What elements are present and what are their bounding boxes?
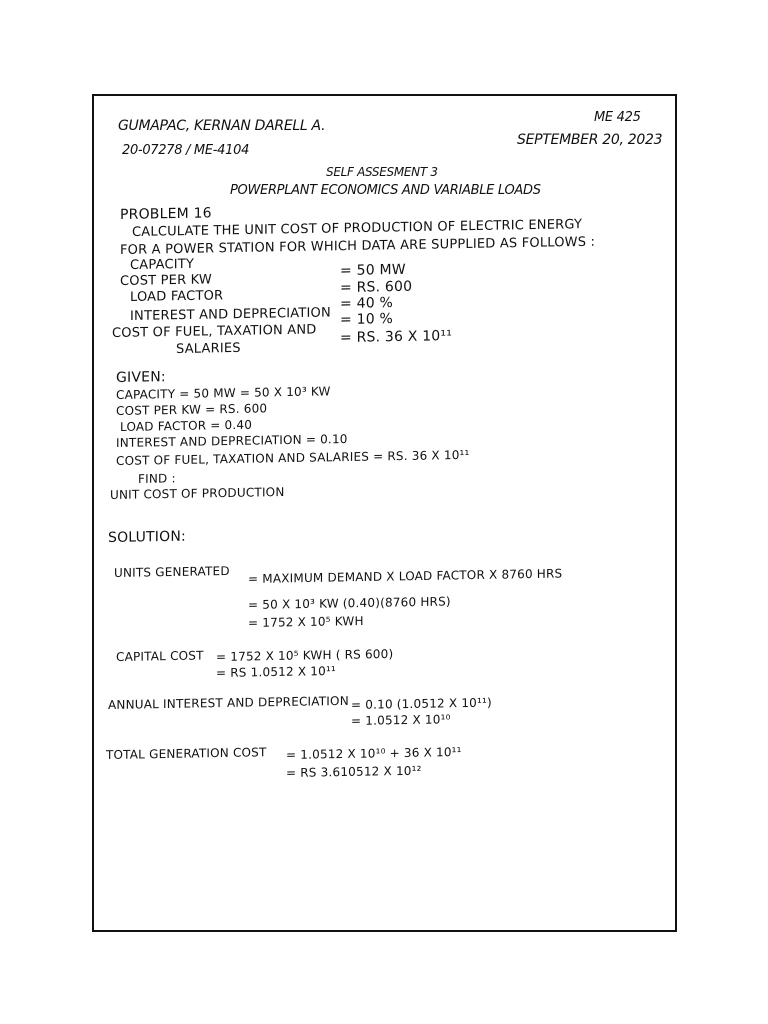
annual-interest-label: ANNUAL INTEREST AND DEPRECIATION <box>108 693 349 712</box>
problem-item-value: = RS. 600 <box>340 278 413 296</box>
student-id-section: 20-07278 / ME-4104 <box>122 143 250 158</box>
date: SEPTEMBER 20, 2023 <box>517 132 663 148</box>
total-generation-cost-eq: = 1.0512 X 10¹⁰ + 36 X 10¹¹ <box>286 744 462 762</box>
problem-line-2: FOR A POWER STATION FOR WHICH DATA ARE SUPPLIED AS FOLLOWS : <box>120 234 596 258</box>
problem-item-label: SALARIES <box>176 340 241 357</box>
problem-item-value: = 40 % <box>340 295 393 312</box>
units-generated-eq: = 50 X 10³ KW (0.40)(8760 HRS) <box>248 594 451 612</box>
student-name: GUMAPAC, KERNAN DARELL A. <box>118 118 326 134</box>
problem-item-label: CAPACITY <box>130 256 195 273</box>
problem-item-label: COST OF FUEL, TAXATION AND <box>112 322 317 341</box>
given-line: LOAD FACTOR = 0.40 <box>120 417 253 434</box>
given-line: INTEREST AND DEPRECIATION = 0.10 <box>116 431 348 450</box>
course-code: ME 425 <box>594 110 641 125</box>
capital-cost-eq: = 1752 X 10⁵ KWH ( RS 600) <box>216 646 394 664</box>
problem-label: PROBLEM 16 <box>120 205 212 223</box>
capital-cost-eq: = RS 1.0512 X 10¹¹ <box>216 663 336 680</box>
find-value: UNIT COST OF PRODUCTION <box>110 484 285 502</box>
total-generation-cost-label: TOTAL GENERATION COST <box>106 745 267 762</box>
given-line: CAPACITY = 50 MW = 50 X 10³ KW <box>116 384 331 402</box>
problem-item-value: = RS. 36 X 10¹¹ <box>340 328 453 346</box>
problem-item-value: = 10 % <box>340 311 393 328</box>
given-label: GIVEN: <box>116 369 166 386</box>
annual-interest-eq: = 1.0512 X 10¹⁰ <box>351 712 451 728</box>
given-line: COST PER KW = RS. 600 <box>116 401 268 418</box>
units-generated-eq: = MAXIMUM DEMAND X LOAD FACTOR X 8760 HRS <box>248 566 563 586</box>
problem-item-label: COST PER KW <box>120 272 212 289</box>
find-label: FIND : <box>138 471 176 486</box>
units-generated-label: UNITS GENERATED <box>114 563 230 580</box>
problem-item-label: INTEREST AND DEPRECIATION <box>130 305 331 324</box>
problem-line-1: CALCULATE THE UNIT COST OF PRODUCTION OF ELECTRIC ENERGY <box>132 217 583 240</box>
solution-label: SOLUTION: <box>108 528 186 546</box>
capital-cost-label: CAPITAL COST <box>116 648 204 664</box>
problem-item-value: = 50 MW <box>340 261 406 279</box>
given-line: COST OF FUEL, TAXATION AND SALARIES = RS. 36 X 10¹¹ <box>116 447 470 468</box>
annual-interest-eq: = 0.10 (1.0512 X 10¹¹) <box>351 695 492 712</box>
problem-item-label: LOAD FACTOR <box>130 288 224 305</box>
total-generation-cost-eq: = RS 3.610512 X 10¹² <box>286 763 422 780</box>
units-generated-eq: = 1752 X 10⁵ KWH <box>248 613 364 630</box>
assessment-subtitle: POWERPLANT ECONOMICS AND VARIABLE LOADS <box>230 183 541 198</box>
assessment-title: SELF ASSESMENT 3 <box>326 165 438 179</box>
